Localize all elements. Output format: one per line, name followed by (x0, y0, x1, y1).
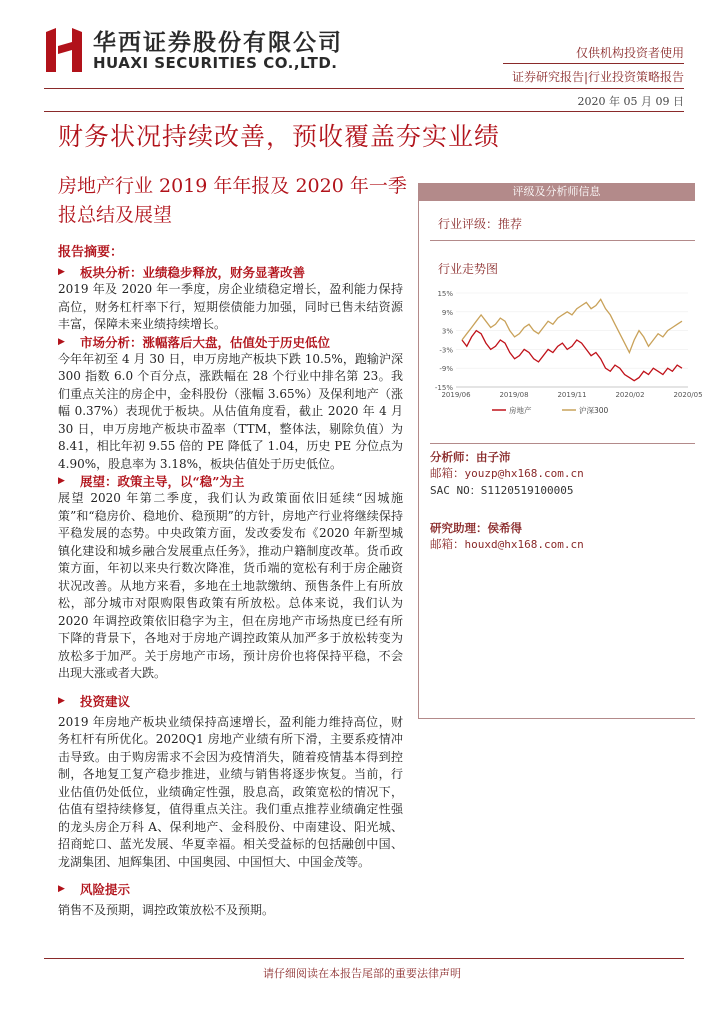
legal-notice: 请仔细阅读在本报告尾部的重要法律声明 (263, 967, 461, 980)
triangle-bullet-icon: ▶ (58, 476, 65, 486)
rating-value: 推荐 (498, 217, 523, 231)
x-tick-label: 2019/08 (499, 391, 529, 399)
panel-divider (430, 240, 695, 241)
y-tick-label: -3% (439, 346, 453, 355)
panel-divider (430, 443, 695, 444)
rating-label: 行业评级： (438, 217, 499, 231)
x-tick-label: 2019/11 (557, 391, 587, 399)
assistant-info (430, 520, 695, 553)
analyst-label: 分析师： (430, 450, 476, 464)
sac-label: SAC NO： (430, 484, 481, 497)
company-name-en: HUAXI SECURITIES CO.,LTD. (93, 54, 338, 72)
email-label: 邮箱： (430, 537, 465, 551)
report-title: 财务状况持续改善，预收覆盖夯实业绩 (58, 122, 501, 151)
analyst-name: 由子沛 (476, 450, 511, 464)
series-line-real-estate (462, 331, 682, 381)
summary-heading: 报告摘要： (58, 245, 124, 260)
assistant-email[interactable]: houxd@hx168.com.cn (464, 538, 584, 551)
section-heading (58, 473, 403, 490)
section-title: 风险提示 (80, 882, 131, 897)
report-type: 证券研究报告|行业投资策略报告 (511, 70, 684, 84)
section-title: 投资建议 (80, 693, 131, 709)
report-summary (58, 244, 403, 920)
panel-header: 评级及分析师信息 (418, 183, 695, 201)
assistant-label: 研究助理： (430, 521, 488, 535)
x-tick-label: 2020/05 (673, 391, 703, 399)
footer-divider (44, 958, 684, 959)
y-tick-label: 3% (441, 327, 453, 336)
series-line-csi300 (462, 299, 682, 352)
report-date: 2020 年 05 月 09 日 (577, 95, 684, 108)
section-text: 展望 2020 年第二季度，我们认为政策面依旧延续“因城施策”和“稳房价、稳地价、稳预期”的方针，房地产行业将继续保持平稳发展的态势。中央政策方面，发改委发布《2020 年新型城镇化建设和城乡融合发展重点任务》，推动户籍制度改革。货币政策方面，年初以来央行数次降准，货币端的宽松有利于房企融资状况改善。从地方来看，多地在土地款缴纳、预售条件上有所放松，部分城市对限购限售政策有所放松。总体来说，我们认为 2020 年调控政策依旧稳字为主，但在房地产市场热度已经有所下降的背景下，各地对于房地产调控政策从加严多于放松转变为放松多于加严。关于房地产市场，预计房价也将保持平稳，不会出现大涨或者大跌。 (58, 491, 403, 680)
section-title: 板块分析：业绩稳步释放，财务显著改善 (80, 265, 306, 280)
company-name-cn: 华西证券股份有限公司 (93, 30, 343, 56)
industry-rating (438, 215, 522, 232)
industry-trend-chart (430, 285, 703, 425)
analyst-info (430, 449, 695, 499)
section-title: 市场分析：涨幅落后大盘，估值处于历史低位 (80, 334, 331, 350)
y-tick-label: 15% (437, 290, 453, 298)
section-heading (58, 334, 403, 351)
panel-border (418, 201, 419, 719)
header-divider (44, 111, 684, 112)
section-title: 展望：政策主导，以“稳”为主 (80, 474, 245, 489)
company-logo (44, 28, 84, 72)
triangle-bullet-icon: ▶ (58, 884, 65, 894)
analyst-email[interactable]: youzp@hx168.com.cn (464, 467, 584, 480)
legend-label: 房地产 (509, 406, 532, 415)
section-heading (58, 264, 403, 281)
triangle-bullet-icon: ▶ (58, 267, 65, 277)
sac-number: S1120519100005 (480, 484, 574, 497)
institutional-disclaimer: 仅供机构投资者使用 (575, 46, 684, 60)
y-tick-label: -15% (434, 384, 453, 392)
trend-chart-title: 行业走势图 (438, 262, 499, 276)
legend-label: 沪深300 (579, 406, 609, 415)
header-divider (44, 88, 684, 89)
report-subtitle: 房地产行业 2019 年年报及 2020 年一季报总结及展望 (58, 175, 407, 226)
email-label: 邮箱： (430, 466, 465, 480)
header-divider (503, 63, 684, 64)
section-heading (58, 693, 403, 710)
y-tick-label: 9% (441, 308, 453, 317)
section-text: 今年年初至 4 月 30 日，申万房地产板块下跌 10.5%，跑输沪深 300 指数 6.0 个百分点，涨跌幅在 28 个行业中排名第 23。我们重点关注的房企中，金科股份（涨幅 3.65%）及保利地产（涨幅 0.37%）表现优于板块。从估值角度看，截止 2020 年 4 月 30 日，申万房地产板块市盈率（TTM，整体法，剔除负值）为 8.41，相比年初 9.55 倍的 PE 降低了 1.04，历史 PE 分位点为 4.90%，股息率为 3.18%，板块估值处于历史低位。 (58, 351, 403, 471)
x-tick-label: 2020/02 (615, 391, 645, 399)
y-tick-label: -9% (439, 365, 453, 374)
section-heading (58, 881, 403, 898)
section-text: 销售不及预期，调控政策放松不及预期。 (58, 903, 275, 917)
triangle-bullet-icon: ▶ (58, 695, 65, 706)
section-text: 2019 年及 2020 年一季度，房企业绩稳定增长，盈利能力保持高位，财务杠杆率下行，短期偿债能力加强，同时已售未结资源丰富，保障未来业绩持续增长。 (58, 282, 403, 331)
x-tick-label: 2019/06 (441, 391, 471, 399)
panel-border (418, 718, 695, 719)
triangle-bullet-icon: ▶ (58, 336, 65, 347)
section-text: 2019 年房地产板块业绩保持高速增长，盈利能力维持高位，财务杠杆有所优化。2020Q1 房地产业绩有所下滑，主要系疫情冲击导致。由于购房需求不会因为疫情消失，随着疫情基本得到控制，各地复工复产稳步推进，业绩与销售将逐步恢复。当前，行业估值仍处低位，业绩确定性强，股息高，政策宽松的情况下，估值有望持续修复，值得重点关注。我们重点推荐业绩确定性强的龙头房企万科 A、保利地产、金科股份、中南建设、阳光城、招商蛇口、蓝光发展、华夏幸福。相关受益标的包括融创中国、龙湖集团、旭辉集团、中国奥园、中国恒大、中国金茂等。 (58, 714, 403, 869)
assistant-name: 侯希得 (487, 521, 522, 535)
